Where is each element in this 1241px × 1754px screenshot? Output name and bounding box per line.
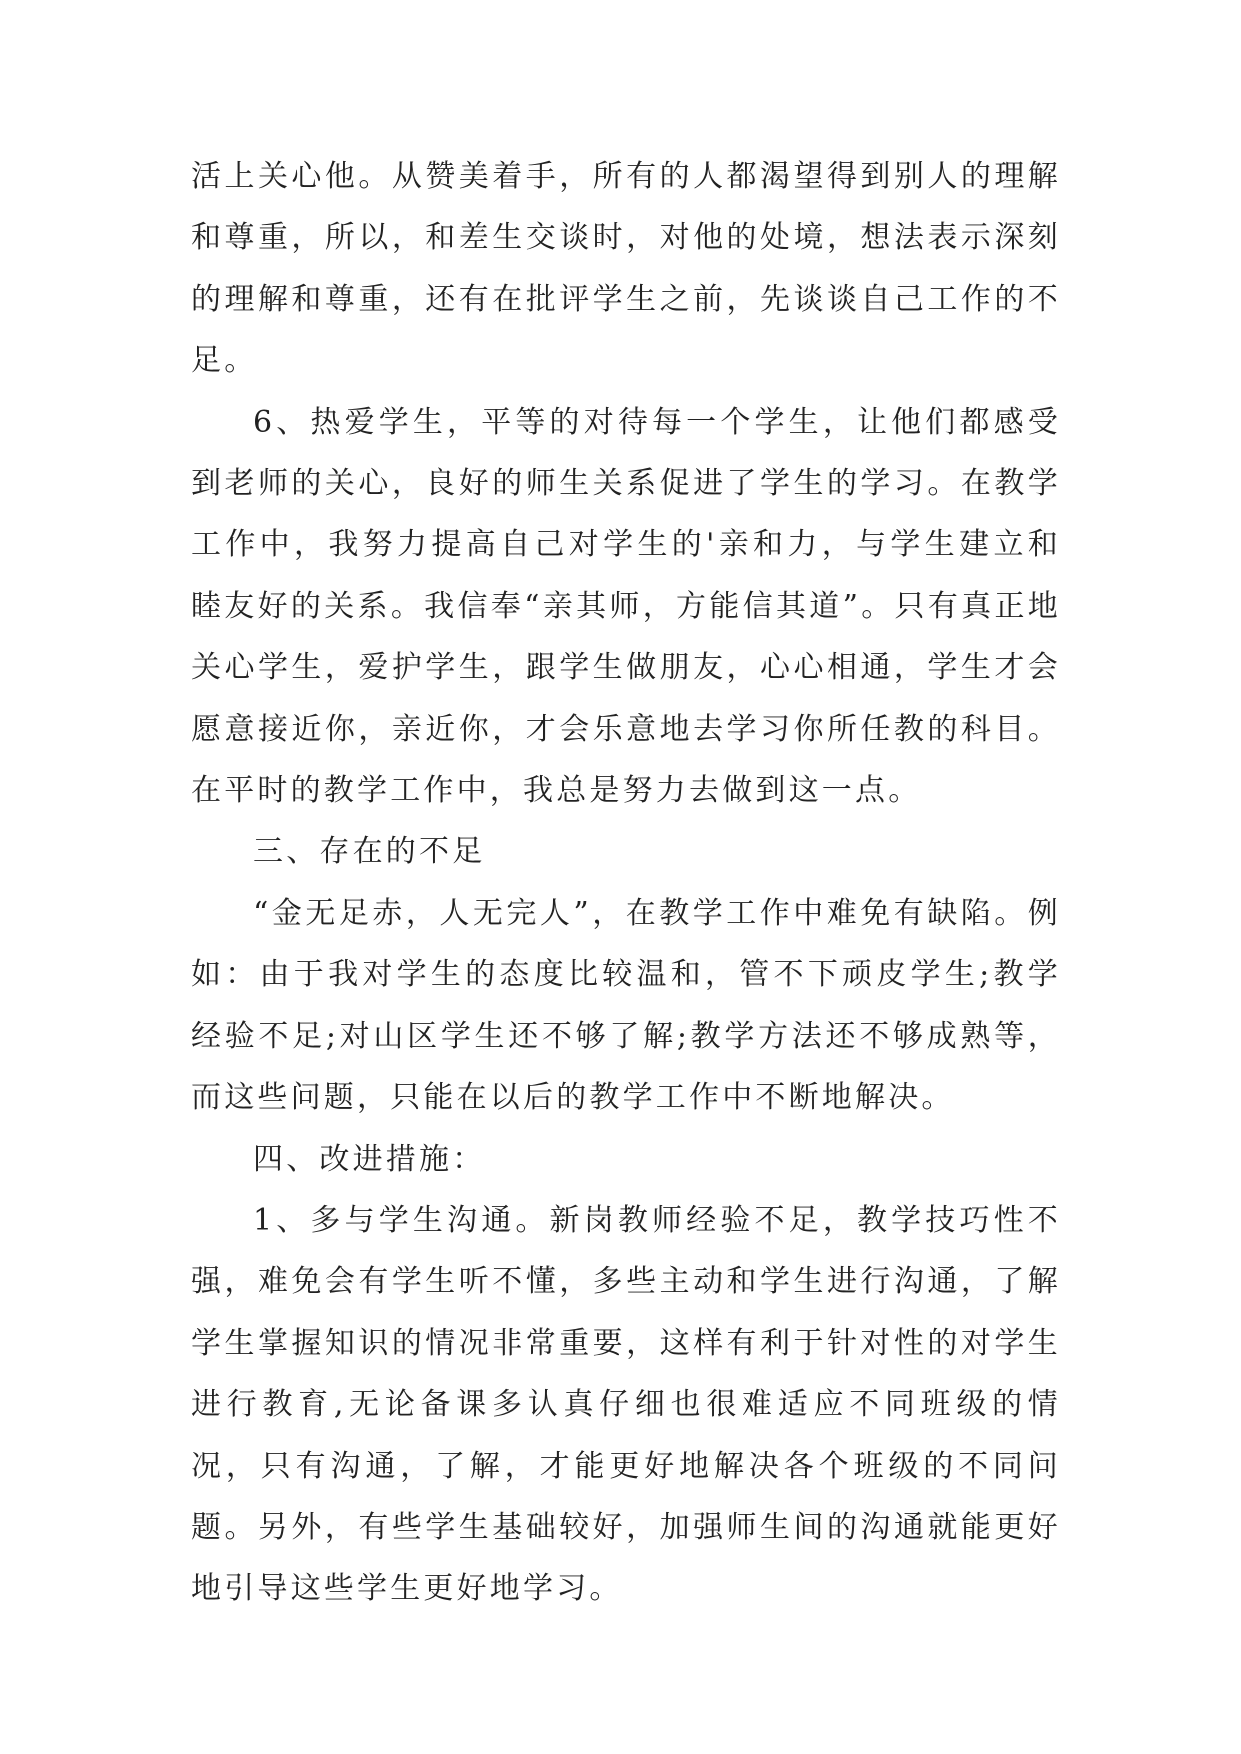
document-body bbox=[191, 146, 1061, 1620]
paragraph-shortcomings: “金无足赤，人无完人”，在教学工作中难免有缺陷。例如：由于我对学生的态度比较温和，管不下顽皮学生;教学经验不足;对山区学生还不够了解;教学方法还不够成熟等，而这些问题，只能在以后的教学工作中不断地解决。 bbox=[191, 895, 1061, 1116]
section-heading-shortcomings: 三、存在的不足 bbox=[253, 834, 486, 870]
paragraph-continuation: 活上关心他。从赞美着手，所有的人都渴望得到别人的理解和尊重，所以，和差生交谈时，对他的处境，想法表示深刻的理解和尊重，还有在批评学生之前，先谈谈自己工作的不足。 bbox=[191, 159, 1061, 379]
section-heading-improvements: 四、改进措施： bbox=[253, 1141, 486, 1177]
paragraph-item-1: 1、多与学生沟通。新岗教师经验不足，教学技巧性不强，难免会有学生听不懂，多些主动和学生进行沟通，了解学生掌握知识的情况非常重要，这样有利于针对性的对学生进行教育,无论备课多认真仔细也很难适应不同班级的情况，只有沟通，了解，才能更好地解决各个班级的不同问题。另外，有些学生基础较好，加强师生间的沟通就能更好地引导这些学生更好地学习。 bbox=[191, 1202, 1061, 1607]
paragraph-item-6: 6、热爱学生，平等的对待每一个学生，让他们都感受到老师的关心，良好的师生关系促进了学生的学习。在教学工作中，我努力提高自己对学生的'亲和力，与学生建立和睦友好的关系。我信奉“亲其师，方能信其道”。只有真正地关心学生，爱护学生，跟学生做朋友，心心相通，学生才会愿意接近你，亲近你，才会乐意地去学习你所任教的科目。在平时的教学工作中，我总是努力去做到这一点。 bbox=[191, 404, 1061, 809]
